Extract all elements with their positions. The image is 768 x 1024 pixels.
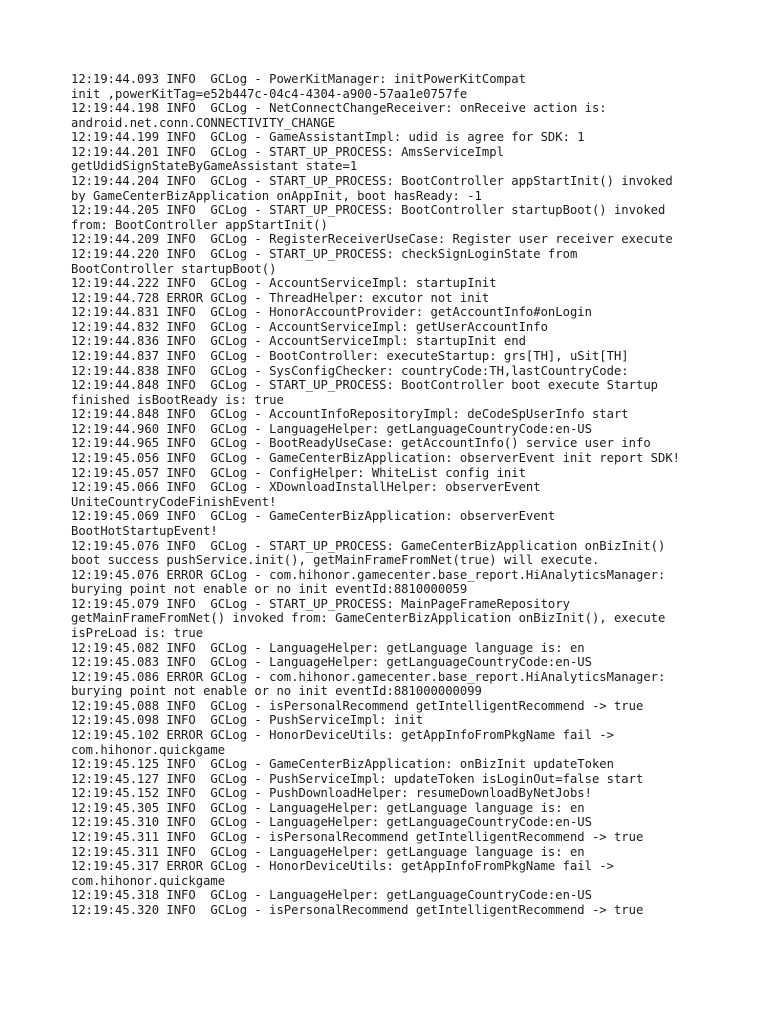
log-line: 12:19:45.125 INFO GCLog - GameCenterBizApplication: onBizInit updateToken <box>71 757 614 772</box>
log-line: 12:19:45.076 ERROR GCLog - com.hihonor.gamecenter.base_report.HiAnalyticsManager: <box>71 567 666 582</box>
log-line: 12:19:45.317 ERROR GCLog - HonorDeviceUtils: getAppInfoFromPkgName fail -> <box>71 859 614 874</box>
log-line: 12:19:44.848 INFO GCLog - START_UP_PROCESS: BootController boot execute Startup <box>71 378 658 393</box>
log-line: 12:19:44.199 INFO GCLog - GameAssistantImpl: udid is agree for SDK: 1 <box>71 130 585 145</box>
log-line: burying point not enable or no init eventId:8810000059 <box>71 582 468 597</box>
log-line: 12:19:44.728 ERROR GCLog - ThreadHelper: excutor not init <box>71 290 490 305</box>
log-line: BootController startupBoot() <box>71 261 277 276</box>
log-line: com.hihonor.quickgame <box>71 873 226 888</box>
log-line: 12:19:45.088 INFO GCLog - isPersonalRecommend getIntelligentRecommend -> true <box>71 698 644 713</box>
log-line: init ,powerKitTag=e52b447c-04c4-4304-a900-57aa1e0757fe <box>71 86 468 101</box>
log-line: UniteCountryCodeFinishEvent! <box>71 494 277 509</box>
log-line: isPreLoad is: true <box>71 625 204 640</box>
log-line: 12:19:44.965 INFO GCLog - BootReadyUseCase: getAccountInfo() service user info <box>71 436 651 451</box>
log-line: 12:19:45.086 ERROR GCLog - com.hihonor.gamecenter.base_report.HiAnalyticsManager: <box>71 669 666 684</box>
log-line: 12:19:45.320 INFO GCLog - isPersonalRecommend getIntelligentRecommend -> true <box>71 902 644 917</box>
log-line: 12:19:45.102 ERROR GCLog - HonorDeviceUtils: getAppInfoFromPkgName fail -> <box>71 728 614 743</box>
log-line: 12:19:44.838 INFO GCLog - SysConfigChecker: countryCode:TH,lastCountryCode: <box>71 363 629 378</box>
log-line: 12:19:45.098 INFO GCLog - PushServiceImpl: init <box>71 713 424 728</box>
log-line: 12:19:45.057 INFO GCLog - ConfigHelper: WhiteList config init <box>71 465 526 480</box>
log-line: getMainFrameFromNet() invoked from: GameCenterBizApplication onBizInit(), execute <box>71 611 666 626</box>
log-line: from: BootController appStartInit() <box>71 217 328 232</box>
log-line: 12:19:45.305 INFO GCLog - LanguageHelper: getLanguage language is: en <box>71 800 585 815</box>
log-line: com.hihonor.quickgame <box>71 742 226 757</box>
log-line: android.net.conn.CONNECTIVITY_CHANGE <box>71 115 336 130</box>
log-line: 12:19:44.848 INFO GCLog - AccountInfoRepositoryImpl: deCodeSpUserInfo start <box>71 407 629 422</box>
log-line: 12:19:44.837 INFO GCLog - BootController: executeStartup: grs[TH], uSit[TH] <box>71 348 629 363</box>
log-line: 12:19:44.222 INFO GCLog - AccountServiceImpl: startupInit <box>71 276 497 291</box>
log-line: 12:19:44.209 INFO GCLog - RegisterReceiverUseCase: Register user receiver execute <box>71 232 673 247</box>
log-line: 12:19:44.093 INFO GCLog - PowerKitManager: initPowerKitCompat <box>71 72 526 86</box>
log-line: by GameCenterBizApplication onAppInit, boot hasReady: -1 <box>71 188 482 203</box>
log-line: 12:19:44.836 INFO GCLog - AccountServiceImpl: startupInit end <box>71 334 526 349</box>
log-line: 12:19:44.204 INFO GCLog - START_UP_PROCESS: BootController appStartInit() invoked <box>71 174 673 189</box>
log-line: 12:19:45.082 INFO GCLog - LanguageHelper: getLanguage language is: en <box>71 640 585 655</box>
log-line: 12:19:44.198 INFO GCLog - NetConnectChangeReceiver: onReceive action is: <box>71 101 607 116</box>
log-line: 12:19:44.205 INFO GCLog - START_UP_PROCESS: BootController startupBoot() invoked <box>71 203 666 218</box>
log-line: 12:19:44.220 INFO GCLog - START_UP_PROCESS: checkSignLoginState from <box>71 246 578 261</box>
log-line: 12:19:44.201 INFO GCLog - START_UP_PROCESS: AmsServiceImpl <box>71 144 504 159</box>
log-line: 12:19:45.056 INFO GCLog - GameCenterBizApplication: observerEvent init report SDK! <box>71 451 681 466</box>
log-text-block <box>71 72 761 918</box>
log-line: 12:19:45.127 INFO GCLog - PushServiceImpl: updateToken isLoginOut=false start <box>71 771 644 786</box>
log-line: 12:19:44.960 INFO GCLog - LanguageHelper: getLanguageCountryCode:en-US <box>71 421 592 436</box>
log-line: BootHotStartupEvent! <box>71 523 218 538</box>
log-line: 12:19:45.311 INFO GCLog - isPersonalRecommend getIntelligentRecommend -> true <box>71 830 644 845</box>
log-line: 12:19:45.152 INFO GCLog - PushDownloadHelper: resumeDownloadByNetJobs! <box>71 786 592 801</box>
log-line: 12:19:45.318 INFO GCLog - LanguageHelper: getLanguageCountryCode:en-US <box>71 888 592 903</box>
log-line: 12:19:44.832 INFO GCLog - AccountServiceImpl: getUserAccountInfo <box>71 319 548 334</box>
log-line: 12:19:45.083 INFO GCLog - LanguageHelper: getLanguageCountryCode:en-US <box>71 655 592 670</box>
log-line: finished isBootReady is: true <box>71 392 284 407</box>
log-line: getUdidSignStateByGameAssistant state=1 <box>71 159 358 174</box>
log-line: 12:19:45.066 INFO GCLog - XDownloadInstallHelper: observerEvent <box>71 480 541 495</box>
log-line: 12:19:45.310 INFO GCLog - LanguageHelper: getLanguageCountryCode:en-US <box>71 815 592 830</box>
log-line: boot success pushService.init(), getMainFrameFromNet(true) will execute. <box>71 553 600 568</box>
log-line: 12:19:45.079 INFO GCLog - START_UP_PROCESS: MainPageFrameRepository <box>71 596 570 611</box>
log-line: 12:19:44.831 INFO GCLog - HonorAccountProvider: getAccountInfo#onLogin <box>71 305 592 320</box>
log-line: burying point not enable or no init eventId:881000000099 <box>71 684 482 699</box>
log-line: 12:19:45.069 INFO GCLog - GameCenterBizApplication: observerEvent <box>71 509 556 524</box>
log-line: 12:19:45.311 INFO GCLog - LanguageHelper: getLanguage language is: en <box>71 844 585 859</box>
log-line: 12:19:45.076 INFO GCLog - START_UP_PROCESS: GameCenterBizApplication onBizInit() <box>71 538 666 553</box>
